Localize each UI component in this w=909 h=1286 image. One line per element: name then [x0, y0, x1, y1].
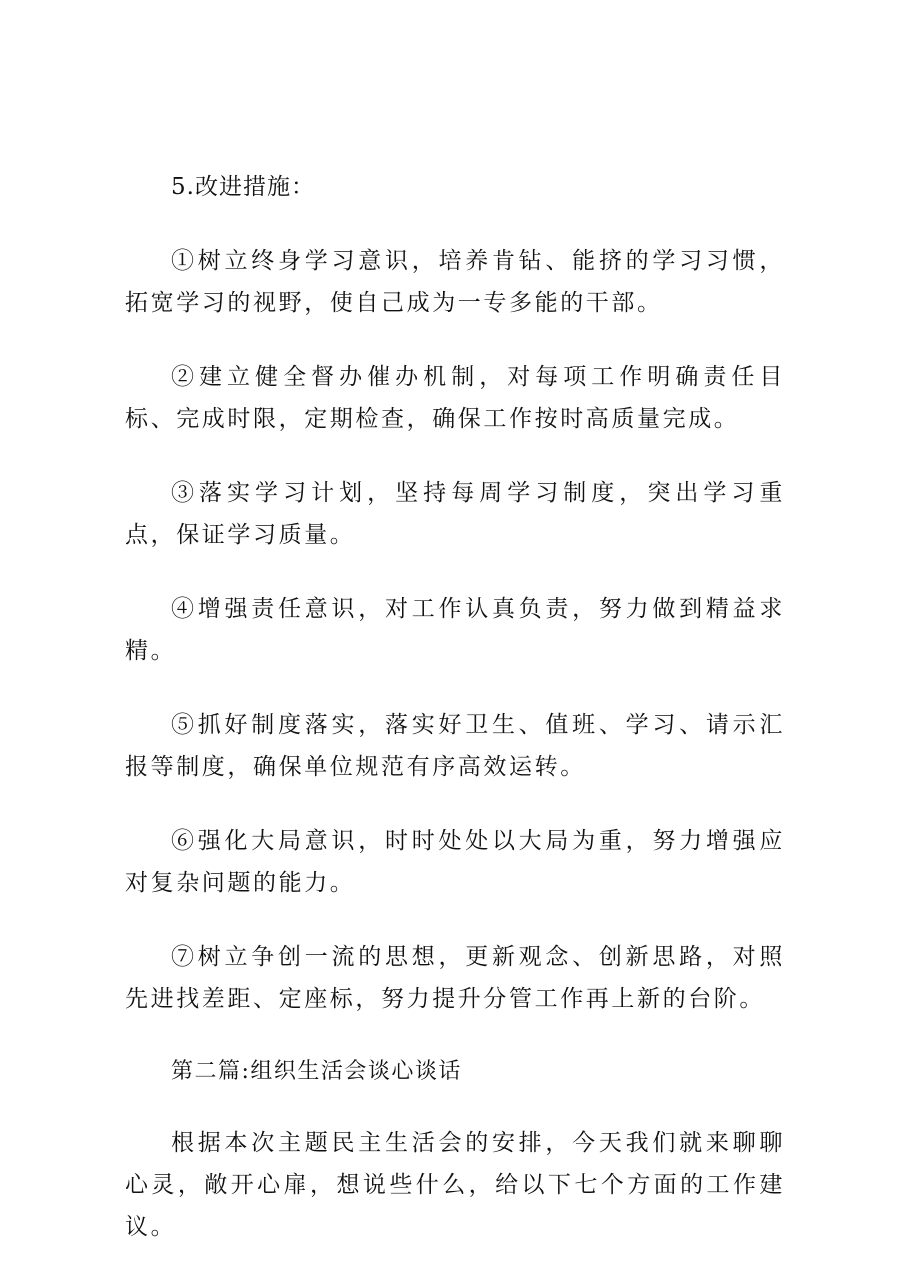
chapter-title: 第二篇:组织生活会谈心谈话: [171, 1059, 462, 1084]
measure-item-1: ①树立终身学习意识，培养肯钻、能挤的学习习惯，拓宽学习的视野，使自己成为一专多能的干部。: [125, 248, 785, 316]
measure-item-3: ③落实学习计划，坚持每周学习制度，突出学习重点，保证学习质量。: [125, 480, 785, 548]
measure-item-2: ②建立健全督办催办机制，对每项工作明确责任目标、完成时限，定期检查，确保工作按时高质量完成。: [125, 364, 785, 432]
measure-item-4: ④增强责任意识，对工作认真负责，努力做到精益求精。: [125, 596, 785, 664]
section-heading: 5.改进措施：: [171, 174, 315, 200]
intro-paragraph: 根据本次主题民主生活会的安排，今天我们就来聊聊心灵，敞开心扉，想说些什么，给以下七个方面的工作建议。: [125, 1130, 785, 1240]
measure-item-7: ⑦树立争创一流的思想，更新观念、创新思路，对照先进找差距、定座标，努力提升分管工作再上新的台阶。: [125, 944, 785, 1012]
measure-item-5: ⑤抓好制度落实，落实好卫生、值班、学习、请示汇报等制度，确保单位规范有序高效运转。: [125, 712, 785, 780]
measure-item-6: ⑥强化大局意识，时时处处以大局为重，努力增强应对复杂问题的能力。: [125, 828, 785, 896]
document-body: [125, 166, 785, 1280]
